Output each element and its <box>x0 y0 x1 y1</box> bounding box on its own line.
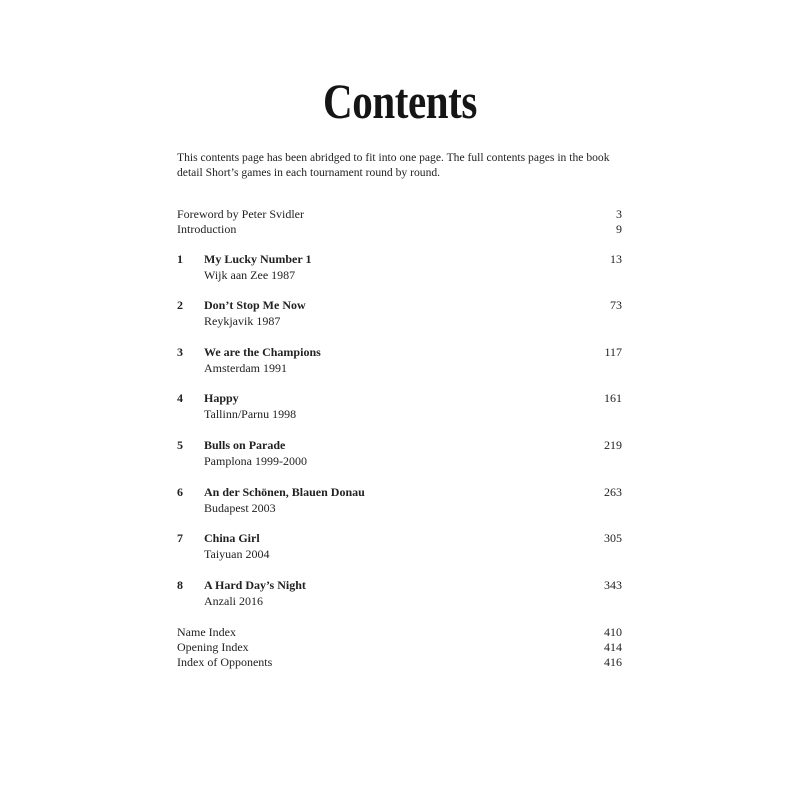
chapter-page-number: 161 <box>604 391 622 405</box>
chapter-subtitle: Tallinn/Parnu 1998 <box>204 407 297 421</box>
toc-entry-foreword[interactable] <box>177 207 622 222</box>
chapter-number: 2 <box>177 298 183 312</box>
chapter-page-number: 13 <box>610 252 622 266</box>
chapter-title: Don’t Stop Me Now <box>204 298 306 312</box>
entry-label: Index of Opponents <box>177 655 273 669</box>
chapter-title: China Girl <box>204 531 260 545</box>
toc-entry-opening-index[interactable] <box>177 640 622 655</box>
toc-entry-introduction[interactable] <box>177 222 622 237</box>
chapter-subtitle: Amsterdam 1991 <box>204 361 287 375</box>
entry-label: Name Index <box>177 625 236 639</box>
chapter-title: Happy <box>204 391 239 405</box>
chapter-subtitle: Reykjavik 1987 <box>204 314 281 328</box>
chapter-title: An der Schönen, Blauen Donau <box>204 485 365 499</box>
entry-page-number: 3 <box>616 207 622 221</box>
chapter-page-number: 305 <box>604 531 622 545</box>
chapter-page-number: 263 <box>604 485 622 499</box>
chapter-number: 3 <box>177 345 183 359</box>
page-title: Contents <box>323 73 477 129</box>
entry-label: Opening Index <box>177 640 249 654</box>
intro-paragraph: This contents page has been abridged to fit into one page. The full contents pages in the book detail Short’s games in each tournament round by round. <box>177 151 610 179</box>
toc-entry-name-index[interactable] <box>177 625 622 640</box>
chapter-number: 7 <box>177 531 183 545</box>
chapter-subtitle: Anzali 2016 <box>204 594 263 608</box>
entry-page-number: 9 <box>616 222 622 236</box>
entry-label: Foreword by Peter Svidler <box>177 207 304 221</box>
front-matter-list <box>177 207 622 237</box>
chapter-number: 1 <box>177 252 183 266</box>
chapter-title: My Lucky Number 1 <box>204 252 312 266</box>
chapter-page-number: 219 <box>604 438 622 452</box>
back-matter-list <box>177 625 622 670</box>
chapter-subtitle: Budapest 2003 <box>204 501 276 515</box>
chapter-subtitle: Wijk aan Zee 1987 <box>204 268 296 282</box>
toc-entry-index-of-opponents[interactable] <box>177 655 622 670</box>
chapter-number: 4 <box>177 391 183 405</box>
entry-page-number: 414 <box>604 640 622 654</box>
chapter-number: 5 <box>177 438 183 452</box>
chapter-title: Bulls on Parade <box>204 438 286 452</box>
chapter-subtitle: Pamplona 1999-2000 <box>204 454 307 468</box>
entry-label: Introduction <box>177 222 237 236</box>
entry-page-number: 410 <box>604 625 622 639</box>
chapter-subtitle: Taiyuan 2004 <box>204 547 270 561</box>
chapter-page-number: 73 <box>610 298 622 312</box>
chapter-number: 6 <box>177 485 183 499</box>
chapter-number: 8 <box>177 578 183 592</box>
chapter-page-number: 343 <box>604 578 622 592</box>
chapter-title: A Hard Day’s Night <box>204 578 306 592</box>
chapter-page-number: 117 <box>604 345 622 359</box>
entry-page-number: 416 <box>604 655 622 669</box>
chapter-title: We are the Champions <box>204 345 321 359</box>
